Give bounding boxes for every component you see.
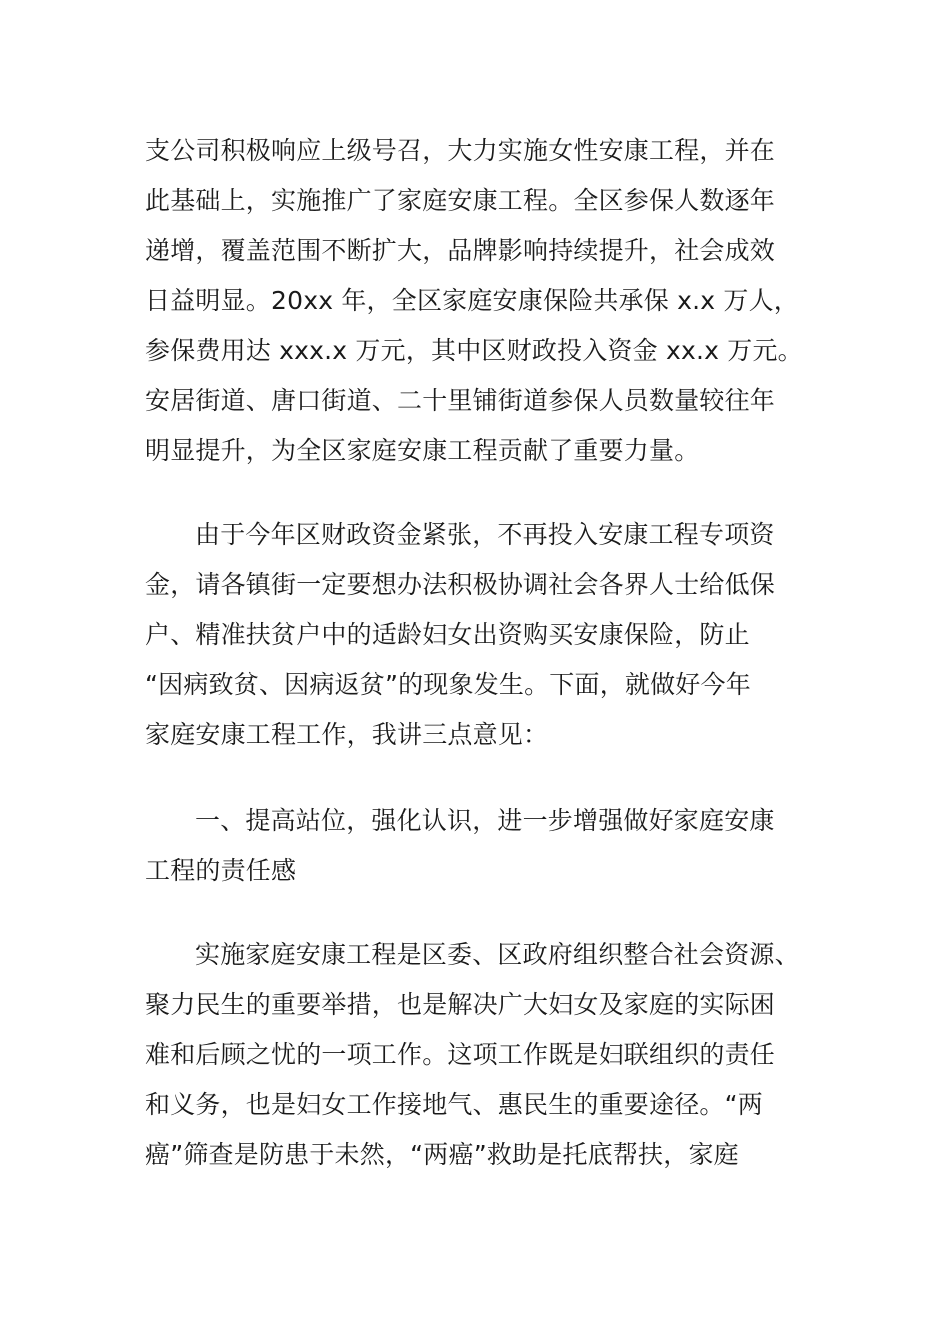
text-line: 参保费用达 xxx.x 万元，其中区财政投入资金 xx.x 万元。	[145, 336, 803, 365]
heading-line: 工程的责任感	[145, 856, 297, 885]
text-line: 金，请各镇街一定要想办法积极协调社会各界人士给低保	[145, 570, 776, 599]
text-line: 安居街道、唐口街道、二十里铺街道参保人员数量较往年	[145, 386, 776, 415]
text-line: 递增，覆盖范围不断扩大，品牌影响持续提升，社会成效	[145, 236, 776, 265]
text-line: 明显提升，为全区家庭安康工程贡献了重要力量。	[145, 436, 700, 465]
paragraph-implementation	[145, 930, 805, 1180]
text-line: 和义务，也是妇女工作接地气、惠民生的重要途径。“两	[145, 1090, 763, 1119]
text-line: 聚力民生的重要举措，也是解决广大妇女及家庭的实际困	[145, 990, 776, 1019]
text-line: 实施家庭安康工程是区委、区政府组织整合社会资源、	[195, 940, 800, 969]
text-line: 户、精准扶贫户中的适龄妇女出资购买安康保险，防止	[145, 620, 750, 649]
paragraph-funding	[145, 510, 805, 760]
text-line: 由于今年区财政资金紧张，不再投入安康工程专项资	[195, 520, 775, 549]
paragraph-background	[145, 126, 805, 476]
text-line: 日益明显。20xx 年，全区家庭安康保险共承保 x.x 万人，	[145, 286, 799, 315]
text-line: 癌”筛查是防患于未然，“两癌”救助是托底帮扶，家庭	[145, 1140, 739, 1169]
text-line: 支公司积极响应上级号召，大力实施女性安康工程，并在	[145, 136, 776, 165]
section-heading-one	[145, 796, 805, 896]
text-line: 家庭安康工程工作，我讲三点意见：	[145, 720, 549, 749]
text-line: 此基础上，实施推广了家庭安康工程。全区参保人数逐年	[145, 186, 776, 215]
text-line: “因病致贫、因病返贫”的现象发生。下面，就做好今年	[145, 670, 751, 699]
heading-line: 一、提高站位，强化认识，进一步增强做好家庭安康	[195, 806, 775, 835]
text-line: 难和后顾之忧的一项工作。这项工作既是妇联组织的责任	[145, 1040, 776, 1069]
